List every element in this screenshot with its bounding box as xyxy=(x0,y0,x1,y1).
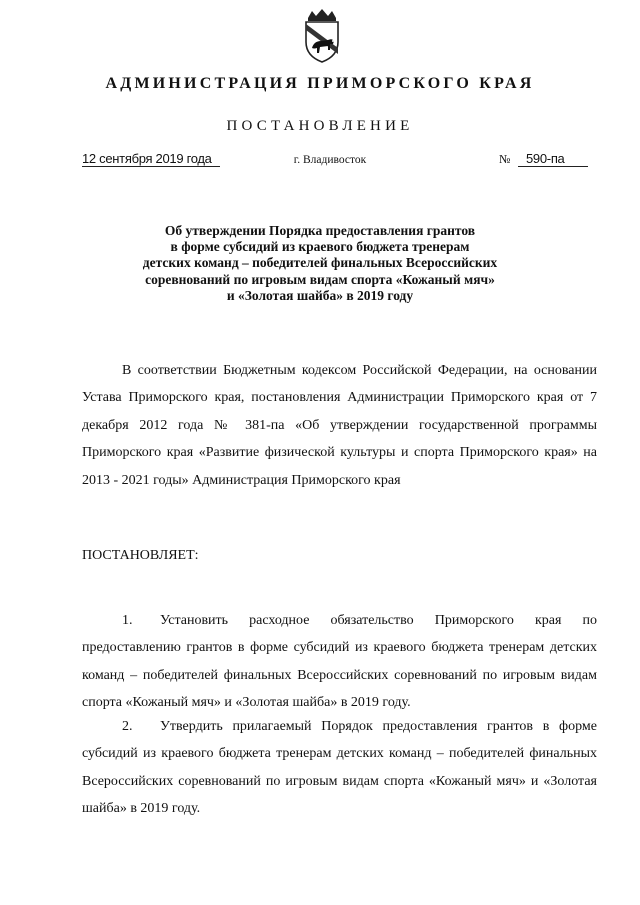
subject-line: детских команд – победителей финальных Всероссийских xyxy=(142,255,498,271)
item-number: 2. xyxy=(122,719,133,734)
item-text: Установить расходное обязательство Приморского края по предоставлению грантов в форме субсидий из краевого бюджета тренерам детских команд – победителей финальных Всероссийских соревнований по игровым видам спорта «Кожаный мяч» и «Золотая шайба» в 2019 году. xyxy=(82,613,597,711)
subject-line: соревнований по игровым видам спорта «Кожаный мяч» xyxy=(145,271,495,287)
subject-line: Об утверждении Порядка предоставления грантов xyxy=(164,223,476,238)
item-number: 1. xyxy=(122,613,133,628)
document-date: 12 сентября 2019 года xyxy=(82,151,220,167)
coat-of-arms-icon xyxy=(300,8,344,64)
document-type: ПОСТАНОВЛЕНИЕ xyxy=(226,118,414,134)
preamble-paragraph: В соответствии Бюджетным кодексом Российской Федерации, на основании Устава Приморского края, постановления Администрации Приморского края от 7 декабря 2012 года № 381-па «Об утверждении государственной программы Приморского края «Развитие физической культуры и спорта Приморского края» на 2013 - 2021 годы» Администрация Приморского края xyxy=(82,363,597,488)
decree-item-1 xyxy=(82,607,597,717)
document-subject xyxy=(95,223,545,304)
document-city: г. Владивосток xyxy=(293,154,367,166)
organization-title: АДМИНИСТРАЦИЯ ПРИМОРСКОГО КРАЯ xyxy=(105,75,535,92)
number-sign: № xyxy=(499,152,511,166)
subject-line: в форме субсидий из краевого бюджета тренерам xyxy=(170,239,470,255)
item-text: Утвердить прилагаемый Порядок предоставления грантов в форме субсидий из краевого бюджета тренерам детских команд – победителей финальных Всероссийских соревнований по игровым видам спорта «Кожаный мяч» и «Золотая шайба» в 2019 году. xyxy=(82,719,597,817)
decree-item-2 xyxy=(82,713,597,823)
decree-word: ПОСТАНОВЛЯЕТ: xyxy=(82,548,199,563)
number-value: 590-па xyxy=(518,151,588,167)
subject-line: и «Золотая шайба» в 2019 году xyxy=(226,287,414,303)
